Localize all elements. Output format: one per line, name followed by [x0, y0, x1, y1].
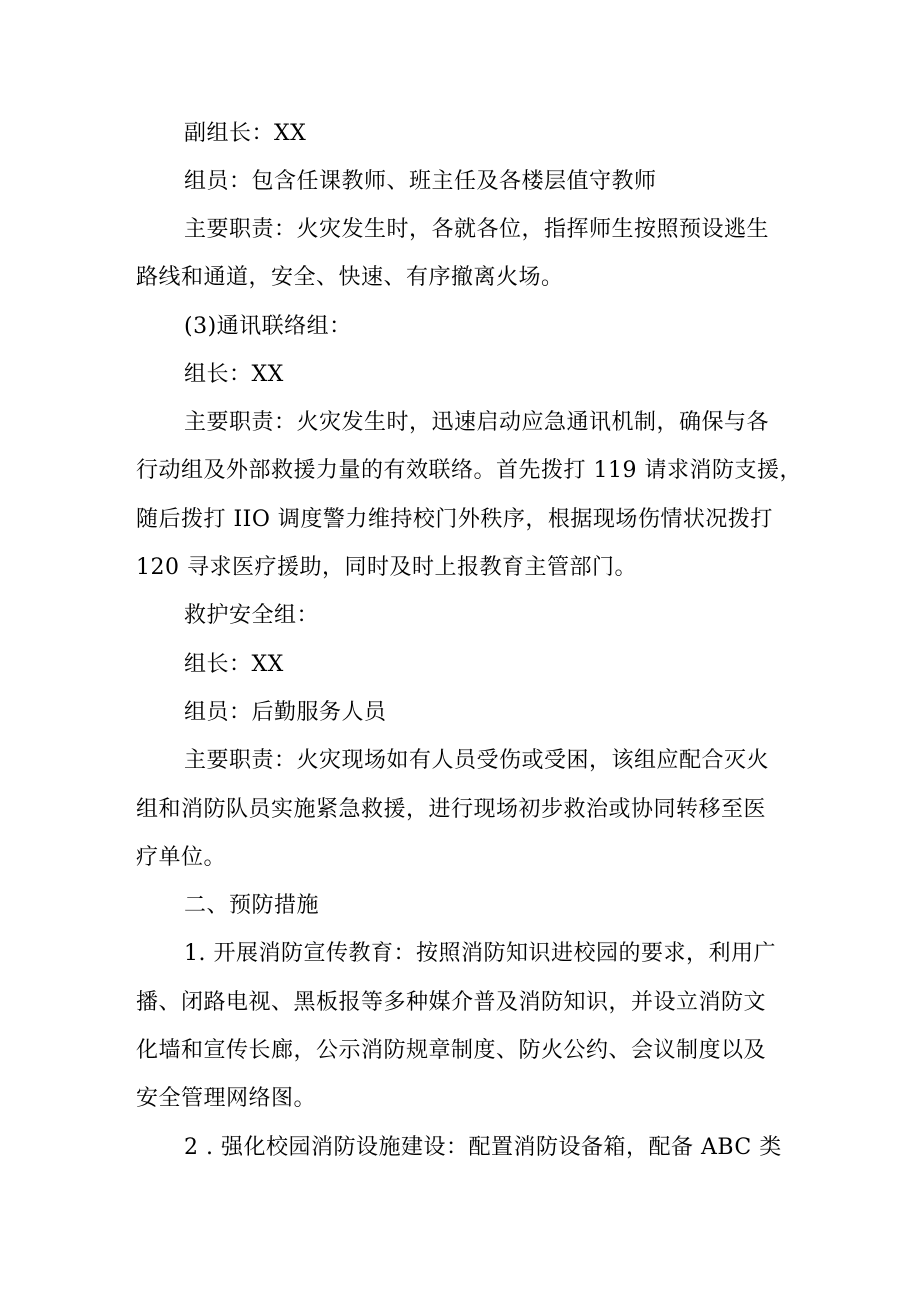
- rescue-leader-line: 组长：XX: [184, 652, 284, 677]
- section-heading-rescue: 救护安全组：: [184, 603, 320, 628]
- rescue-duty-line-1: 主要职责：火灾现场如有人员受伤或受困，该组应配合灭火: [184, 748, 770, 773]
- evacuation-duty-line-2: 路线和通道，安全、快速、有序撤离火场。: [136, 265, 564, 290]
- communication-duty-line-2: 行动组及外部救援力量的有效联络。首先拨打 119 请求消防支援，: [136, 458, 802, 483]
- communication-duty-line-4: 120 寻求医疗援助，同时及时上报教育主管部门。: [136, 555, 637, 580]
- communication-duty-line-3: 随后拨打 IIO 调度警力维持校门外秩序，根据现场伤情状况拨打: [136, 507, 773, 532]
- communication-duty-line-1: 主要职责：火灾发生时，迅速启动应急通讯机制，确保与各: [184, 410, 770, 435]
- evacuation-duty-line-1: 主要职责：火灾发生时，各就各位，指挥师生按照预设逃生: [184, 217, 770, 242]
- prevention-item-1-line-3: 化墙和宣传长廊，公示消防规章制度、防火公约、会议制度以及: [136, 1038, 767, 1063]
- rescue-duty-line-3: 疗单位。: [136, 845, 227, 870]
- section-heading-communication: (3)通讯联络组：: [184, 314, 352, 339]
- prevention-item-2-line-1: 2 . 强化校园消防设施建设：配置消防设备箱，配备 ABC 类: [184, 1135, 782, 1160]
- deputy-leader-line: 副组长：XX: [184, 121, 307, 146]
- section-heading-prevention: 二、预防措施: [184, 893, 320, 918]
- rescue-duty-line-2: 组和消防队员实施紧急救援，进行现场初步救治或协同转移至医: [136, 797, 767, 822]
- communication-leader-line: 组长：XX: [184, 362, 284, 387]
- prevention-item-1-line-1: 1. 开展消防宣传教育：按照消防知识进校园的要求，利用广: [184, 941, 776, 966]
- evacuation-members-line: 组员：包含任课教师、班主任及各楼层值守教师: [184, 169, 657, 194]
- prevention-item-1-line-2: 播、闭路电视、黑板报等多种媒介普及消防知识，并设立消防文: [136, 990, 767, 1015]
- rescue-members-line: 组员：后勤服务人员: [184, 700, 387, 725]
- prevention-item-1-line-4: 安全管理网络图。: [136, 1086, 317, 1111]
